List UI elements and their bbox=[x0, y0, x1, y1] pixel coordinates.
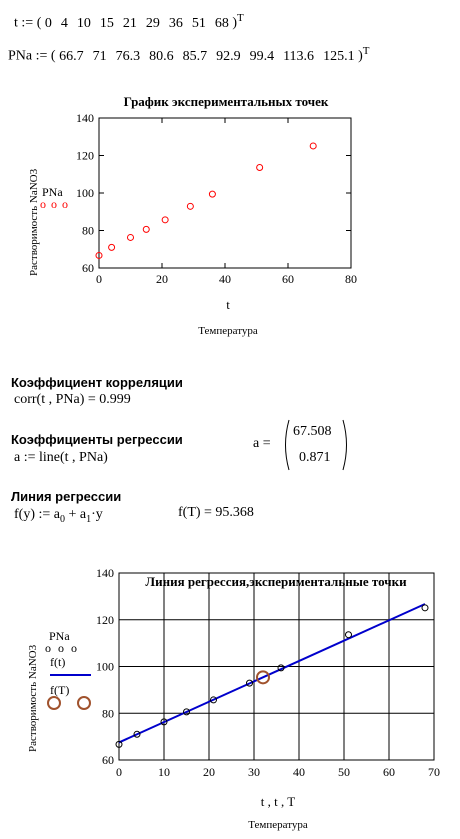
chart2-xlabel-var: t , t , T bbox=[260, 794, 296, 809]
chart1-xtick-label: 60 bbox=[282, 272, 294, 286]
t-close-paren: ) bbox=[232, 15, 238, 31]
f-def-sub0: 0 bbox=[60, 513, 65, 525]
chart2-regression-line bbox=[119, 604, 425, 742]
chart2-xtick-label: 50 bbox=[338, 765, 350, 779]
chart1-point bbox=[257, 165, 263, 171]
chart2-ytick-label: 140 bbox=[96, 566, 114, 580]
chart1-point bbox=[143, 226, 149, 232]
t-value: 68 bbox=[214, 15, 229, 31]
t-transpose: T bbox=[237, 12, 244, 24]
correlation-formula: corr(t , PNa) = 0.999 bbox=[14, 392, 131, 407]
experimental-points-chart bbox=[0, 88, 460, 338]
f-def-sub1: 1 bbox=[86, 513, 92, 525]
pna-values bbox=[59, 49, 354, 64]
chart2-ytick-label: 100 bbox=[96, 659, 114, 674]
pna-value: 125.1 bbox=[323, 48, 355, 64]
chart2-ytick-label: 60 bbox=[102, 753, 114, 767]
regression-line-heading: Линия регрессии bbox=[11, 489, 122, 504]
chart2-xtick-label: 40 bbox=[293, 765, 305, 779]
chart1-ytick-label: 120 bbox=[76, 148, 94, 163]
chart1-title: График экспериментальных точек bbox=[123, 94, 329, 109]
chart2-ytick-label: 80 bbox=[102, 706, 114, 721]
chart1-point bbox=[109, 244, 115, 250]
pna-value: 80.6 bbox=[149, 48, 174, 64]
t-value: 4 bbox=[60, 15, 68, 31]
chart1-ytick-label: 100 bbox=[76, 186, 94, 200]
t-value: 0 bbox=[44, 15, 52, 31]
chart1-ytick-label: 80 bbox=[82, 223, 94, 238]
f-def-mid: + a bbox=[65, 507, 87, 522]
t-open-paren: ( bbox=[36, 15, 42, 31]
chart2-legend-fT-label: f(T) bbox=[50, 683, 70, 697]
pna-definition bbox=[8, 45, 369, 65]
chart2-point bbox=[422, 605, 428, 611]
pna-value: 92.9 bbox=[216, 48, 241, 64]
t-def-name: t := bbox=[14, 15, 34, 31]
pna-value: 66.7 bbox=[59, 48, 84, 64]
chart2-legend-fT-ring-1 bbox=[48, 697, 60, 709]
chart2-ytick-label: 120 bbox=[96, 612, 114, 627]
pna-value: 85.7 bbox=[182, 48, 208, 64]
chart2-legend-ft-label: f(t) bbox=[50, 655, 66, 669]
t-value: 10 bbox=[76, 15, 91, 31]
chart2-point bbox=[346, 632, 352, 638]
correlation-heading: Коэффициент корреляции bbox=[11, 375, 183, 390]
pna-def-name: PNa := bbox=[8, 48, 48, 64]
a-label: a = bbox=[253, 436, 271, 451]
chart2-xtick-label: 60 bbox=[383, 765, 395, 779]
chart1-ytick-label: 60 bbox=[82, 261, 94, 275]
chart2-xtick-label: 0 bbox=[116, 765, 122, 779]
pna-transpose: T bbox=[362, 45, 370, 57]
chart2-legend-pna-label: PNa bbox=[49, 629, 70, 643]
chart1-ytick-label: 140 bbox=[76, 111, 94, 125]
pna-value: 71 bbox=[92, 48, 107, 64]
chart1-xlabel-var: t bbox=[226, 297, 230, 312]
chart2-xtick-label: 10 bbox=[158, 765, 170, 779]
chart2-xtick-label: 30 bbox=[248, 765, 260, 779]
chart1-legend-label: PNa bbox=[42, 185, 63, 199]
t-values bbox=[45, 16, 229, 31]
chart1-point bbox=[128, 234, 134, 240]
pna-value: 76.3 bbox=[115, 48, 141, 64]
chart1-xtick-label: 80 bbox=[345, 272, 357, 286]
pna-close-paren: ) bbox=[358, 48, 363, 64]
chart1-legend-marker: o o o bbox=[40, 197, 69, 211]
a1-value: 0.871 bbox=[299, 450, 331, 465]
f-def-suffix: ·y bbox=[91, 507, 103, 522]
chart1-point bbox=[187, 203, 193, 209]
a0-value: 67.508 bbox=[293, 424, 332, 439]
chart2-xtick-label: 20 bbox=[203, 765, 215, 779]
t-definition bbox=[14, 12, 244, 32]
regression-chart bbox=[0, 556, 460, 836]
chart2-legend-fT-ring-2 bbox=[78, 697, 90, 709]
chart1-point bbox=[310, 143, 316, 149]
t-value: 51 bbox=[191, 15, 206, 31]
regression-heading: Коэффициенты регрессии bbox=[11, 432, 183, 447]
chart2-xlabel: Температура bbox=[248, 819, 308, 831]
chart1-xtick-label: 0 bbox=[96, 272, 102, 286]
chart2-ylabel: Растворимость NaNO3 bbox=[27, 644, 39, 752]
chart2-xtick-label: 70 bbox=[428, 765, 440, 779]
t-value: 36 bbox=[168, 15, 183, 31]
chart1-plot-area bbox=[99, 118, 351, 268]
chart1-xtick-label: 20 bbox=[156, 272, 168, 286]
pna-value: 113.6 bbox=[283, 48, 315, 64]
chart2-title: Линия регрессия,экспериментальные точки bbox=[145, 574, 407, 589]
pna-open-paren: ( bbox=[50, 48, 56, 64]
chart1-xlabel: Температура bbox=[198, 325, 258, 337]
regression-function-eval: f(T) = 95.368 bbox=[178, 505, 254, 520]
coefficient-vector bbox=[253, 418, 353, 472]
chart2-legend-pna-marker: o o o bbox=[45, 641, 79, 655]
pna-value: 99.4 bbox=[249, 48, 275, 64]
t-value: 29 bbox=[145, 15, 160, 31]
regression-function-def bbox=[14, 507, 103, 525]
chart1-xtick-label: 40 bbox=[219, 272, 231, 286]
regression-formula: a := line(t , PNa) bbox=[14, 450, 108, 465]
f-def-prefix: f(y) := a bbox=[14, 507, 60, 522]
t-value: 15 bbox=[99, 15, 114, 31]
t-value: 21 bbox=[122, 15, 137, 31]
chart1-ylabel: Растворимость NaNO3 bbox=[28, 168, 40, 276]
chart1-point bbox=[162, 217, 168, 223]
chart1-point bbox=[209, 191, 215, 197]
